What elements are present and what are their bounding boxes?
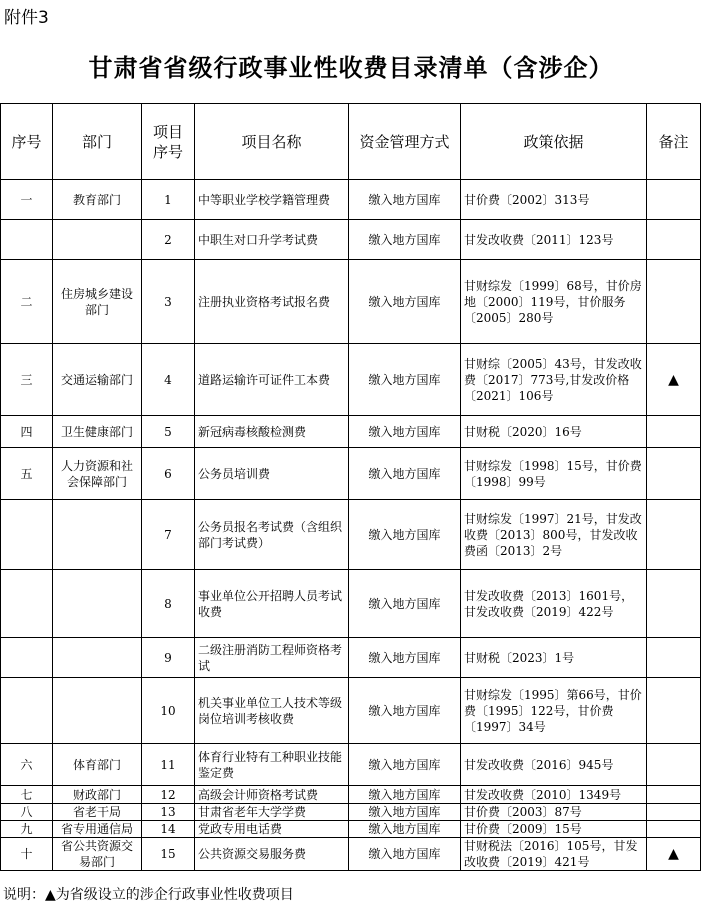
cell-policy: 甘财税〔2020〕16号	[461, 416, 647, 448]
cell-policy: 甘财综发〔1998〕15号，甘价费〔1998〕99号	[461, 448, 647, 500]
header-item-no-text: 项目序号	[153, 122, 184, 161]
cell-remark	[647, 260, 701, 344]
attachment-label: 附件3	[4, 8, 49, 28]
cell-fund-mgmt: 缴入地方国库	[349, 220, 461, 260]
cell-dept: 卫生健康部门	[53, 416, 142, 448]
cell-dept: 教育部门	[53, 180, 142, 220]
cell-seq: 三	[1, 344, 53, 416]
cell-fund-mgmt: 缴入地方国库	[349, 678, 461, 744]
table-row	[1, 786, 701, 804]
table-row	[1, 448, 701, 500]
cell-remark	[647, 220, 701, 260]
cell-fund-mgmt: 缴入地方国库	[349, 744, 461, 786]
cell-item-name: 党政专用电话费	[195, 821, 349, 838]
cell-item-no: 4	[142, 344, 195, 416]
cell-item-name: 注册执业资格考试报名费	[195, 260, 349, 344]
cell-remark	[647, 500, 701, 570]
cell-policy: 甘发改收费〔2013〕1601号，甘发改收费〔2019〕422号	[461, 570, 647, 638]
cell-seq: 六	[1, 744, 53, 786]
cell-policy: 甘价费〔2003〕87号	[461, 804, 647, 821]
cell-item-name: 机关事业单位工人技术等级岗位培训考核收费	[195, 678, 349, 744]
cell-remark	[647, 744, 701, 786]
cell-policy: 甘财综〔2005〕43号，甘发改收费〔2017〕773号,甘发改价格〔2021〕106号	[461, 344, 647, 416]
cell-item-no: 7	[142, 500, 195, 570]
cell-item-name: 体育行业特有工种职业技能鉴定费	[195, 744, 349, 786]
cell-item-no: 1	[142, 180, 195, 220]
cell-policy: 甘财综发〔1999〕68号，甘价房地〔2000〕119号，甘价服务〔2005〕280号	[461, 260, 647, 344]
table-row	[1, 416, 701, 448]
cell-item-name: 中职生对口升学考试费	[195, 220, 349, 260]
cell-fund-mgmt: 缴入地方国库	[349, 260, 461, 344]
cell-fund-mgmt: 缴入地方国库	[349, 821, 461, 838]
page-title: 甘肃省省级行政事业性收费目录清单（含涉企）	[88, 54, 614, 82]
fee-table	[0, 103, 701, 871]
cell-fund-mgmt: 缴入地方国库	[349, 804, 461, 821]
header-dept: 部门	[53, 104, 142, 180]
header-item-no	[142, 104, 195, 180]
cell-seq: 二	[1, 260, 53, 344]
cell-item-no: 13	[142, 804, 195, 821]
cell-item-name: 公务员培训费	[195, 448, 349, 500]
table-row	[1, 838, 701, 871]
cell-fund-mgmt: 缴入地方国库	[349, 786, 461, 804]
cell-policy: 甘发改收费〔2011〕123号	[461, 220, 647, 260]
cell-dept: 省老干局	[53, 804, 142, 821]
cell-fund-mgmt: 缴入地方国库	[349, 638, 461, 678]
cell-seq: 九	[1, 821, 53, 838]
cell-item-name: 道路运输许可证件工本费	[195, 344, 349, 416]
table-row	[1, 638, 701, 678]
table-row	[1, 220, 701, 260]
cell-item-name: 二级注册消防工程师资格考试	[195, 638, 349, 678]
table-row	[1, 804, 701, 821]
cell-remark	[647, 638, 701, 678]
cell-policy: 甘财税法〔2016〕105号，甘发改收费〔2019〕421号	[461, 838, 647, 871]
header-remark: 备注	[647, 104, 701, 180]
cell-remark	[647, 821, 701, 838]
cell-dept	[53, 678, 142, 744]
cell-policy: 甘财综发〔1995〕第66号，甘价费〔1995〕122号，甘价费〔1997〕34号	[461, 678, 647, 744]
table-row	[1, 744, 701, 786]
header-policy: 政策依据	[461, 104, 647, 180]
cell-seq: 八	[1, 804, 53, 821]
cell-dept: 交通运输部门	[53, 344, 142, 416]
footnote: 说明：▲为省级设立的涉企行政事业性收费项目	[3, 887, 294, 903]
cell-seq: 七	[1, 786, 53, 804]
cell-policy: 甘价费〔2002〕313号	[461, 180, 647, 220]
cell-dept: 人力资源和社会保障部门	[53, 448, 142, 500]
cell-seq: 四	[1, 416, 53, 448]
cell-remark: ▲	[647, 344, 701, 416]
cell-policy: 甘财综发〔1997〕21号，甘发改收费〔2013〕800号，甘发改收费函〔2013〕2号	[461, 500, 647, 570]
cell-item-name: 高级会计师资格考试费	[195, 786, 349, 804]
cell-item-no: 2	[142, 220, 195, 260]
table-row	[1, 260, 701, 344]
cell-dept	[53, 500, 142, 570]
cell-dept: 省专用通信局	[53, 821, 142, 838]
cell-remark	[647, 180, 701, 220]
cell-item-no: 5	[142, 416, 195, 448]
cell-item-name: 公务员报名考试费（含组织部门考试费）	[195, 500, 349, 570]
cell-seq	[1, 678, 53, 744]
cell-policy: 甘财税〔2023〕1号	[461, 638, 647, 678]
cell-item-name: 中等职业学校学籍管理费	[195, 180, 349, 220]
cell-remark	[647, 786, 701, 804]
cell-seq: 十	[1, 838, 53, 871]
cell-remark	[647, 678, 701, 744]
cell-dept: 体育部门	[53, 744, 142, 786]
header-fund-mgmt: 资金管理方式	[349, 104, 461, 180]
cell-item-name: 公共资源交易服务费	[195, 838, 349, 871]
cell-seq	[1, 220, 53, 260]
cell-item-name: 新冠病毒核酸检测费	[195, 416, 349, 448]
cell-policy: 甘价费〔2009〕15号	[461, 821, 647, 838]
cell-item-name: 甘肃省老年大学学费	[195, 804, 349, 821]
cell-seq: 一	[1, 180, 53, 220]
header-seq: 序号	[1, 104, 53, 180]
cell-dept: 住房城乡建设部门	[53, 260, 142, 344]
cell-item-no: 9	[142, 638, 195, 678]
cell-dept	[53, 638, 142, 678]
table-header-row	[1, 104, 701, 180]
cell-remark	[647, 416, 701, 448]
cell-item-no: 8	[142, 570, 195, 638]
cell-seq	[1, 500, 53, 570]
cell-item-no: 11	[142, 744, 195, 786]
cell-fund-mgmt: 缴入地方国库	[349, 416, 461, 448]
cell-item-name: 事业单位公开招聘人员考试收费	[195, 570, 349, 638]
cell-remark	[647, 448, 701, 500]
cell-item-no: 10	[142, 678, 195, 744]
cell-remark	[647, 804, 701, 821]
cell-remark: ▲	[647, 838, 701, 871]
cell-fund-mgmt: 缴入地方国库	[349, 838, 461, 871]
cell-item-no: 12	[142, 786, 195, 804]
cell-seq	[1, 570, 53, 638]
table-row	[1, 678, 701, 744]
cell-dept: 财政部门	[53, 786, 142, 804]
cell-item-no: 3	[142, 260, 195, 344]
header-item-name: 项目名称	[195, 104, 349, 180]
cell-dept	[53, 220, 142, 260]
cell-item-no: 14	[142, 821, 195, 838]
cell-seq: 五	[1, 448, 53, 500]
table-body	[1, 180, 701, 871]
cell-policy: 甘发改收费〔2016〕945号	[461, 744, 647, 786]
cell-fund-mgmt: 缴入地方国库	[349, 344, 461, 416]
table-row	[1, 570, 701, 638]
cell-item-no: 6	[142, 448, 195, 500]
cell-policy: 甘发改收费〔2010〕1349号	[461, 786, 647, 804]
table-row	[1, 344, 701, 416]
cell-dept	[53, 570, 142, 638]
cell-dept: 省公共资源交易部门	[53, 838, 142, 871]
table-row	[1, 821, 701, 838]
table-row	[1, 180, 701, 220]
table-row	[1, 500, 701, 570]
cell-fund-mgmt: 缴入地方国库	[349, 570, 461, 638]
cell-seq	[1, 638, 53, 678]
cell-fund-mgmt: 缴入地方国库	[349, 180, 461, 220]
cell-fund-mgmt: 缴入地方国库	[349, 448, 461, 500]
cell-item-no: 15	[142, 838, 195, 871]
cell-fund-mgmt: 缴入地方国库	[349, 500, 461, 570]
cell-remark	[647, 570, 701, 638]
